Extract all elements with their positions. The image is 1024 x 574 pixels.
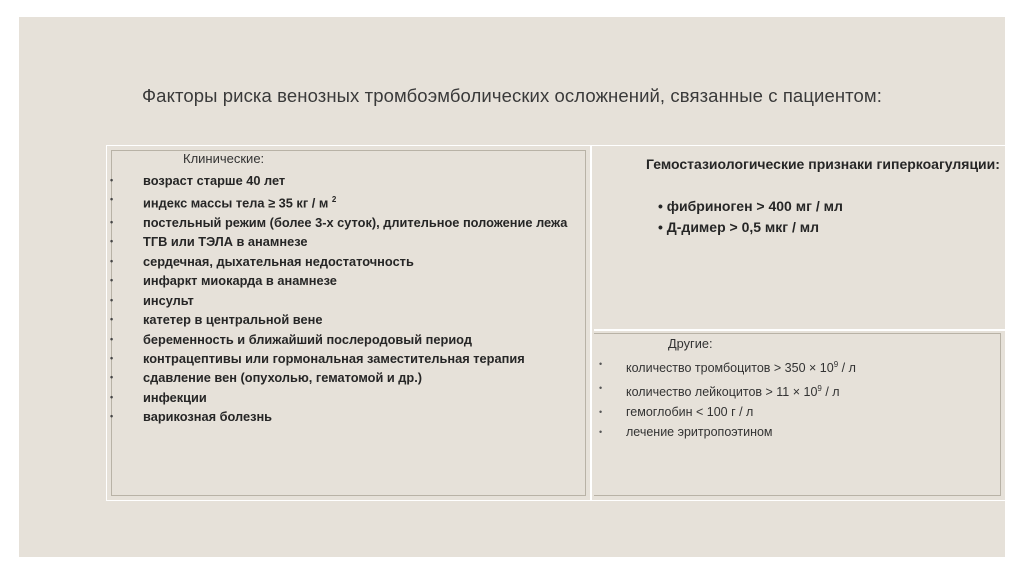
- bullet-icon: •: [110, 194, 114, 205]
- list-item: • катетер в центральной вене: [107, 310, 577, 329]
- clinical-heading: Клинические:: [183, 151, 265, 166]
- list-item: • сердечная, дыхательная недостаточность: [107, 252, 577, 271]
- list-item: • фибриноген > 400 мг / мл: [658, 198, 843, 214]
- slide-title: Факторы риска венозных тромбоэмболических осложнений, связанные с пациентом:: [142, 85, 882, 106]
- bullet-icon: •: [110, 217, 114, 228]
- clinical-cell: [107, 146, 592, 500]
- hemostasis-list: [658, 196, 843, 238]
- list-item: • гемоглобин < 100 г / л: [594, 403, 994, 423]
- bullet-icon: •: [599, 359, 603, 369]
- list-item: • возраст старше 40 лет: [107, 171, 577, 190]
- bullet-icon: •: [110, 294, 114, 305]
- bullet-icon: •: [110, 411, 114, 422]
- bullet-icon: •: [599, 382, 603, 393]
- list-item: • Д-димер > 0,5 мкг / мл: [658, 219, 820, 235]
- bullet-icon: •: [599, 406, 603, 417]
- other-list: [594, 355, 994, 443]
- other-cell: [594, 333, 1005, 500]
- clinical-list: [107, 171, 577, 427]
- bullet-icon: •: [110, 236, 114, 247]
- list-item: • лечение эритропоэтином: [594, 423, 994, 443]
- list-item: • варикозная болезнь: [107, 407, 577, 426]
- list-item: • контрацептивы или гормональная заместительная терапия: [107, 349, 577, 368]
- bullet-icon: •: [110, 333, 114, 344]
- list-item: • индекс массы тела ≥ 35 кг / м $^2$: [107, 190, 577, 213]
- list-item: • инсульт: [107, 291, 577, 310]
- bullet-icon: •: [110, 275, 114, 286]
- bullet-icon: •: [110, 175, 114, 185]
- bmi-superscript: 2: [331, 195, 337, 205]
- list-item: • количество тромбоцитов > $350 \times 10^9 / л$: [594, 355, 994, 379]
- list-item: • ТГВ или ТЭЛА в анамнезе: [107, 232, 577, 251]
- bullet-icon: •: [110, 352, 114, 363]
- risk-factors-table: [106, 145, 1006, 501]
- hemostasis-cell: [594, 146, 1005, 331]
- bullet-icon: •: [110, 255, 114, 266]
- list-item: • инфекции: [107, 388, 577, 407]
- list-item: • постельный режим (более 3-х суток), длительное положение лежа: [107, 213, 577, 232]
- bullet-icon: •: [110, 372, 114, 383]
- bullet-icon: •: [110, 314, 114, 325]
- list-item: • беременность и ближайший послеродовый период: [107, 330, 577, 349]
- other-heading: Другие:: [668, 336, 713, 351]
- list-item: • инфаркт миокарда в анамнезе: [107, 271, 577, 290]
- bullet-icon: •: [110, 391, 114, 402]
- hemostasis-heading: Гемостазиологические признаки гиперкоагуляции:: [646, 156, 1000, 172]
- list-item: • сдавление вен (опухолью, гематомой и др.): [107, 368, 577, 387]
- list-item: • количество лейкоцитов > $11 \times 10^9 / л$: [594, 379, 994, 403]
- bullet-icon: •: [599, 426, 603, 437]
- slide: [19, 17, 1005, 557]
